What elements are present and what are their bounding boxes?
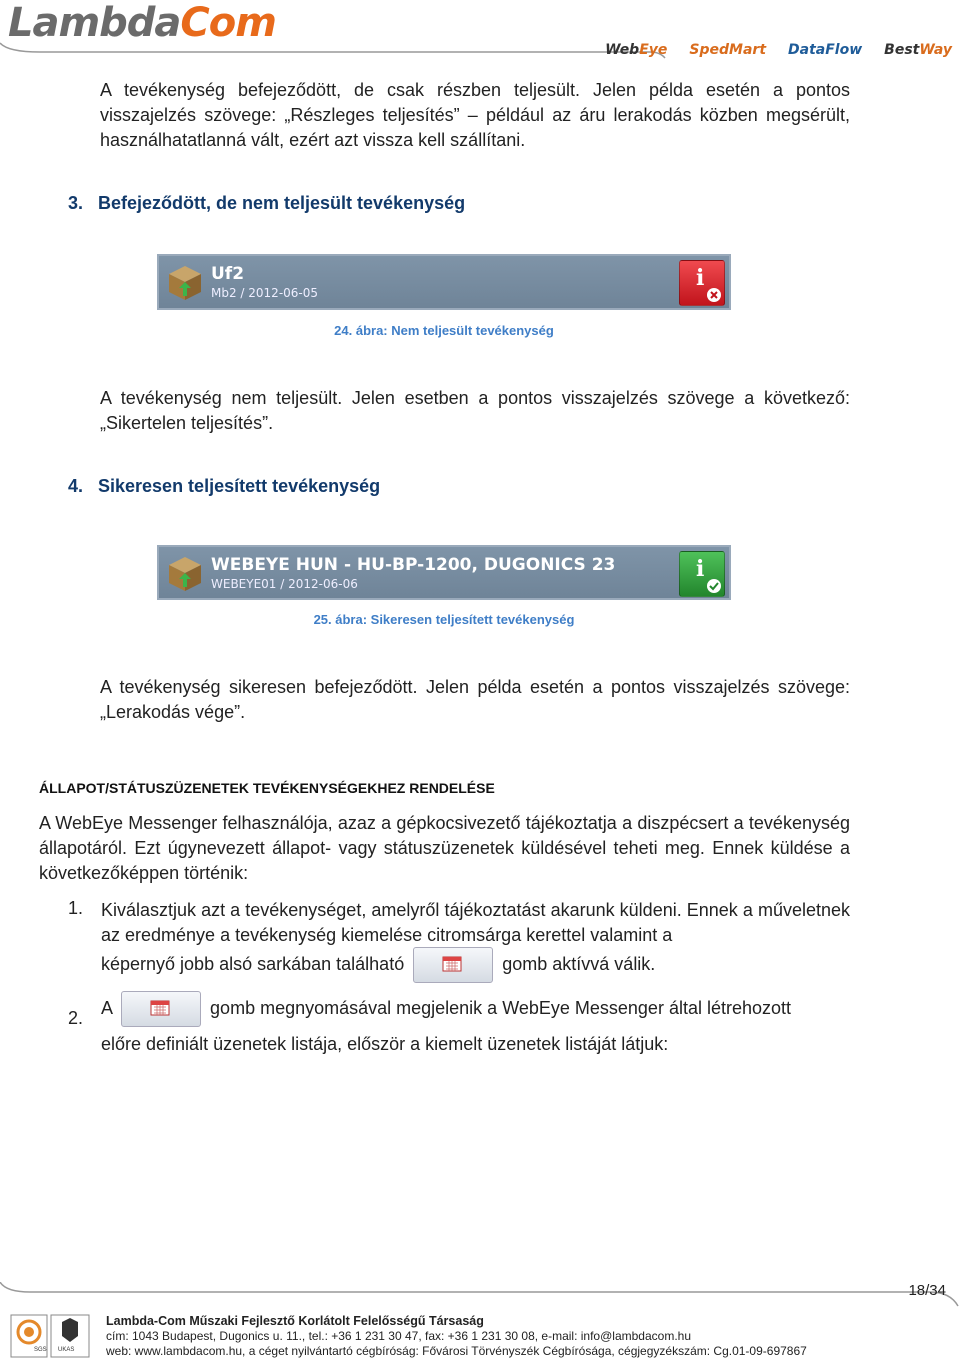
calendar-icon <box>150 998 170 1016</box>
footer-address: cím: 1043 Budapest, Dugonics u. 11., tel.: +36 1 231 30 47, fax: +36 1 231 30 08, e-mail: info@lambdacom.hu <box>106 1329 691 1343</box>
sgs-label: SGS <box>34 1347 47 1353</box>
list-item-2-line2: előre definiált üzenetek listája, először a kiemelt üzenetek listáját látjuk: <box>101 1034 669 1054</box>
check-icon <box>706 578 722 594</box>
sgs-ukas-icon <box>10 1314 90 1358</box>
certification-logos <box>10 1314 90 1358</box>
list-item-1-text: Kiválasztjuk azt a tevékenységet, amelyről tájékoztatást akarunk küldeni. Ennek a műveletnek az eredménye a tevékenység kiemelése citromsárga kerettel valamint a <box>101 900 850 945</box>
failed-paragraph: A tevékenység nem teljesült. Jelen esetben a pontos visszajelzés szövege a következő: „Sikertelen teljesítés”. <box>100 388 850 433</box>
task-title: WEBEYE HUN - HU-BP-1200, DUGONICS 23 <box>211 555 616 575</box>
list-item-2-line1 <box>101 990 791 1027</box>
message-button[interactable] <box>121 991 201 1027</box>
section-title: ÁLLAPOT/STÁTUSZÜZENETEK TEVÉKENYSÉGEKHEZ RENDELÉSE <box>39 780 495 796</box>
list-text: gomb megnyomásával megjelenik a WebEye Messenger által létrehozott <box>210 998 792 1018</box>
task-title: Uf2 <box>211 264 245 284</box>
heading-text: Sikeresen teljesített tevékenység <box>98 476 381 496</box>
package-icon <box>165 553 205 593</box>
page-number: 18/34 <box>908 1282 946 1299</box>
task-subtitle: Mb2 / 2012-06-05 <box>211 286 319 300</box>
package-icon <box>165 262 205 302</box>
heading-number: 4. <box>68 476 84 496</box>
footer-web: web: www.lambdacom.hu, a céget nyilvántartó cégbíróság: Fővárosi Törvényszék Cégbírósága, cégjegyzékszám: Cg.01-09-697867 <box>106 1344 807 1358</box>
info-icon: i <box>696 265 705 291</box>
list-text: képernyő jobb alsó sarkában található <box>101 954 405 974</box>
logo-text-2: Com <box>180 0 276 46</box>
heading-failed-task <box>68 193 465 214</box>
brand-spedmart: SpedMart <box>689 42 767 58</box>
heading-text: Befejeződött, de nem teljesült tevékenység <box>98 193 466 213</box>
status-failed-button[interactable] <box>679 260 725 306</box>
list-text: gomb aktívvá válik. <box>502 954 656 974</box>
message-button[interactable] <box>413 947 493 983</box>
task-bar-success[interactable] <box>157 545 731 600</box>
close-icon <box>706 287 722 303</box>
brand-webeye: WebEye <box>605 42 668 58</box>
intro-paragraph: A tevékenység befejeződött, de csak részben teljesült. Jelen példa esetén a pontos visszajelzés szövege: „Részleges teljesítés” – például az áru lerakodás közben megsérült, használhatatlanná vált, ezért azt vissza kell szállítani. <box>100 80 850 150</box>
footer-divider <box>0 1282 960 1312</box>
status-success-button[interactable] <box>679 551 725 597</box>
info-icon: i <box>696 556 705 582</box>
task-subtitle: WEBEYE01 / 2012-06-06 <box>211 577 358 591</box>
footer-company: Lambda-Com Műszaki Fejlesztő Korlátolt Felelősségű Társaság <box>106 1314 484 1328</box>
logo-text-1: Lambda <box>8 0 181 46</box>
figure-caption-25: 25. ábra: Sikeresen teljesített tevékenység <box>313 612 575 627</box>
heading-number: 3. <box>68 193 84 213</box>
section-paragraph: A WebEye Messenger felhasználója, azaz a gépkocsivezető tájékoztatja a diszpécsert a tevékenység állapotáról. Ezt úgynevezett állapot- vagy státuszüzenetek küldésével teheti meg. Ennek küldése a következőképpen történik: <box>39 813 850 883</box>
brand-dataflow: DataFlow <box>788 42 863 58</box>
success-paragraph: A tevékenység sikeresen befejeződött. Jelen példa esetén a pontos visszajelzés szövege: „Lerakodás vége”. <box>100 677 850 722</box>
heading-success-task <box>68 476 380 497</box>
brand-list <box>605 42 952 58</box>
list-item-number: 1. <box>68 898 84 918</box>
ukas-label: UKAS <box>58 1347 75 1353</box>
task-bar-failed[interactable] <box>157 254 731 310</box>
list-text: A <box>101 998 113 1018</box>
list-item-number: 2. <box>68 1008 84 1028</box>
list-item-1-line3 <box>101 946 655 983</box>
calendar-icon <box>442 954 462 972</box>
figure-caption-24: 24. ábra: Nem teljesült tevékenység <box>334 323 554 338</box>
brand-bestway: BestWay <box>884 42 952 58</box>
